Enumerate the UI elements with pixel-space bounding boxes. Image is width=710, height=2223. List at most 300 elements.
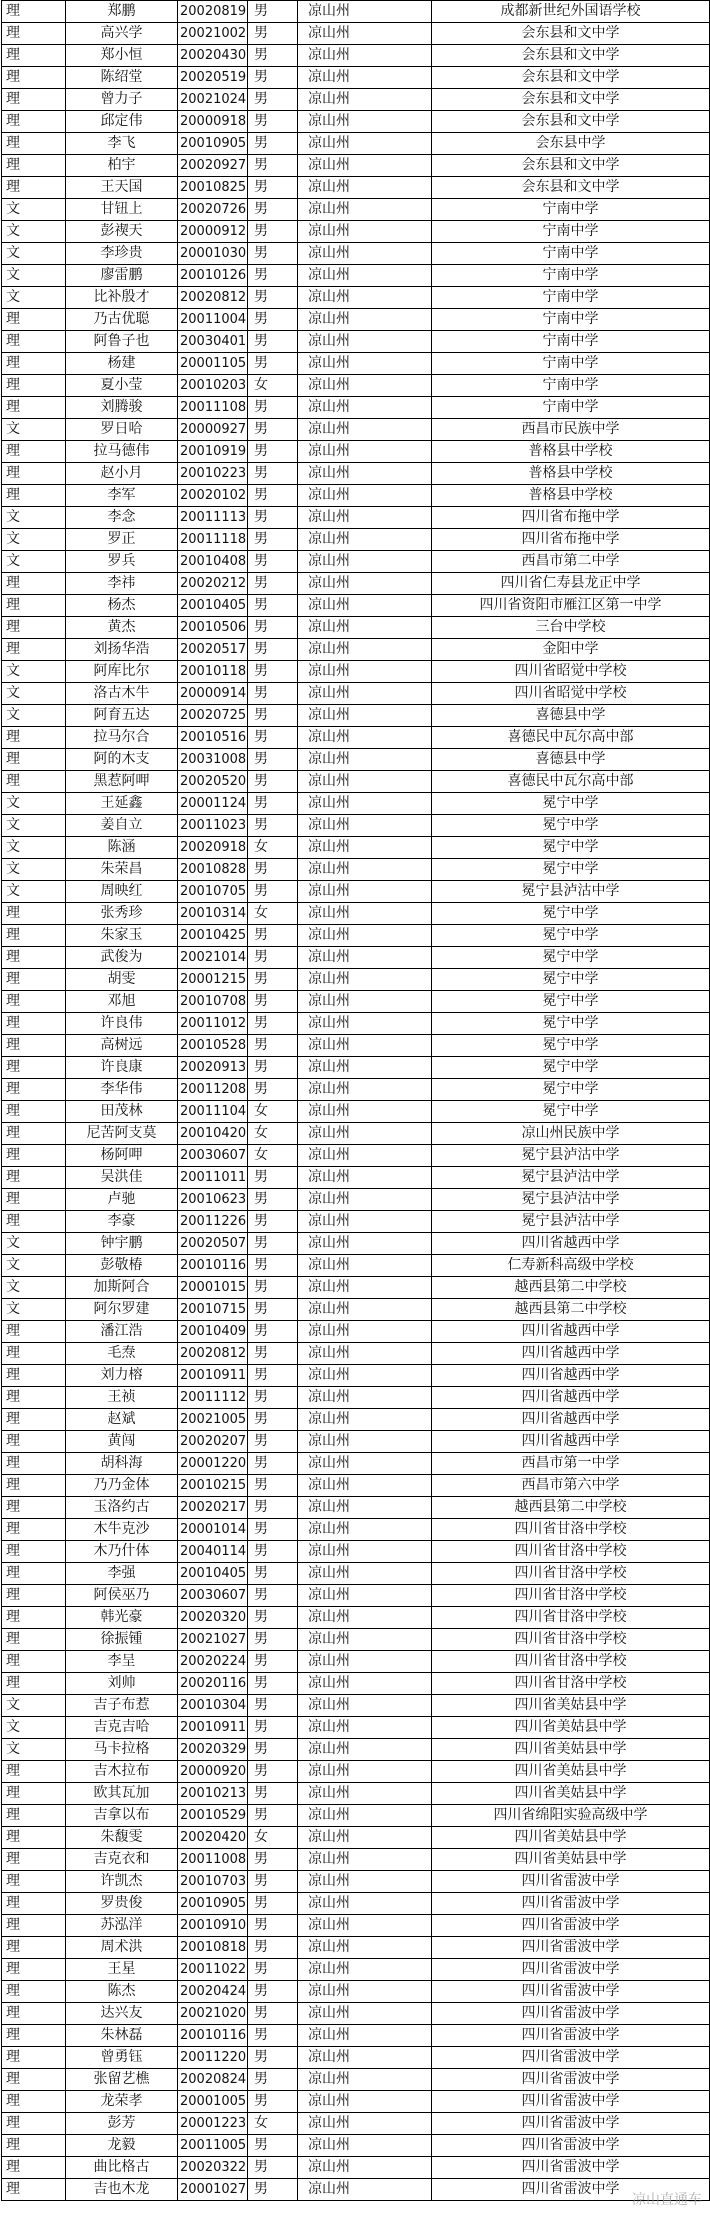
table-cell: 理 <box>2 1211 66 1233</box>
table-cell: 文 <box>2 287 66 309</box>
table-cell: 洛古木牛 <box>66 683 178 705</box>
table-cell: 比补殷才 <box>66 287 178 309</box>
table-cell: 20000912 <box>178 221 248 243</box>
table-cell: 凉山州 <box>298 1013 432 1035</box>
table-cell: 越西县第二中学校 <box>432 1497 710 1519</box>
table-cell: 20021024 <box>178 89 248 111</box>
table-cell: 邱定伟 <box>66 111 178 133</box>
table-cell: 男 <box>248 1805 298 1827</box>
table-cell: 男 <box>248 1321 298 1343</box>
table-cell: 阿育五达 <box>66 705 178 727</box>
table-cell: 20001124 <box>178 793 248 815</box>
table-cell: 陈杰 <box>66 1981 178 2003</box>
table-cell: 20020322 <box>178 2157 248 2179</box>
table-cell: 彭禊天 <box>66 221 178 243</box>
table-cell: 冕宁县泸沽中学 <box>432 1189 710 1211</box>
table-cell: 男 <box>248 2091 298 2113</box>
table-cell: 冕宁中学 <box>432 793 710 815</box>
table-cell: 理 <box>2 353 66 375</box>
table-cell: 吉也木龙 <box>66 2179 178 2201</box>
table-cell: 四川省美姑县中学 <box>432 1783 710 1805</box>
table-cell: 凉山州 <box>298 683 432 705</box>
table-cell: 四川省雷波中学 <box>432 2003 710 2025</box>
table-cell: 20010705 <box>178 881 248 903</box>
table-cell: 喜德民中瓦尔高中部 <box>432 727 710 749</box>
table-cell: 宁南中学 <box>432 309 710 331</box>
table-cell: 理 <box>2 1563 66 1585</box>
table-cell: 男 <box>248 1079 298 1101</box>
table-row <box>2 661 710 683</box>
table-cell: 西昌市第二中学 <box>432 551 710 573</box>
table-cell: 黑惹阿呷 <box>66 771 178 793</box>
table-cell: 男 <box>248 1013 298 1035</box>
table-cell: 理 <box>2 1805 66 1827</box>
table-cell: 刘力榕 <box>66 1365 178 1387</box>
table-cell: 阿的木支 <box>66 749 178 771</box>
table-cell: 20010506 <box>178 617 248 639</box>
table-cell: 会东县和文中学 <box>432 67 710 89</box>
table-cell: 男 <box>248 155 298 177</box>
table-cell: 凉山州 <box>298 67 432 89</box>
table-cell: 20020520 <box>178 771 248 793</box>
table-cell: 20001027 <box>178 2179 248 2201</box>
table-cell: 20010203 <box>178 375 248 397</box>
table-cell: 理 <box>2 2157 66 2179</box>
table-row <box>2 705 710 727</box>
table-cell: 20010425 <box>178 925 248 947</box>
table-cell: 四川省美姑县中学 <box>432 1695 710 1717</box>
table-row <box>2 1079 710 1101</box>
table-cell: 凉山州 <box>298 375 432 397</box>
table-cell: 凉山州 <box>298 1563 432 1585</box>
table-cell: 凉山州 <box>298 793 432 815</box>
table-row <box>2 485 710 507</box>
table-cell: 凉山州 <box>298 1365 432 1387</box>
table-cell: 理 <box>2 1849 66 1871</box>
table-cell: 理 <box>2 67 66 89</box>
table-cell: 凉山州 <box>298 1915 432 1937</box>
table-cell: 冕宁中学 <box>432 969 710 991</box>
table-cell: 文 <box>2 859 66 881</box>
table-cell: 女 <box>248 2113 298 2135</box>
table-cell: 凉山州 <box>298 1101 432 1123</box>
table-cell: 喜德县中学 <box>432 749 710 771</box>
table-cell: 凉山州 <box>298 45 432 67</box>
table-cell: 20020517 <box>178 639 248 661</box>
table-cell: 许凯杰 <box>66 1871 178 1893</box>
table-cell: 理 <box>2 1343 66 1365</box>
table-row <box>2 353 710 375</box>
table-cell: 凉山州 <box>298 1673 432 1695</box>
table-cell: 四川省雷波中学 <box>432 2113 710 2135</box>
table-cell: 男 <box>248 595 298 617</box>
table-cell: 20020812 <box>178 287 248 309</box>
table-cell: 理 <box>2 1189 66 1211</box>
table-cell: 凉山州 <box>298 309 432 331</box>
table-cell: 阿尔罗建 <box>66 1299 178 1321</box>
table-cell: 四川省越西中学 <box>432 1365 710 1387</box>
table-cell: 20011108 <box>178 397 248 419</box>
table-cell: 20020927 <box>178 155 248 177</box>
table-cell: 男 <box>248 925 298 947</box>
table-cell: 凉山州 <box>298 1607 432 1629</box>
table-cell: 20010905 <box>178 1893 248 1915</box>
table-row <box>2 1695 710 1717</box>
table-cell: 男 <box>248 661 298 683</box>
table-cell: 20010314 <box>178 903 248 925</box>
table-cell: 徐振锺 <box>66 1629 178 1651</box>
table-cell: 20011022 <box>178 1959 248 1981</box>
table-cell: 凉山州 <box>298 881 432 903</box>
table-cell: 冕宁县泸沽中学 <box>432 1211 710 1233</box>
table-cell: 凉山州 <box>298 1629 432 1651</box>
table-cell: 理 <box>2 133 66 155</box>
table-cell: 男 <box>248 1255 298 1277</box>
table-cell: 女 <box>248 1145 298 1167</box>
table-cell: 凉山州 <box>298 595 432 617</box>
table-cell: 凉山州 <box>298 221 432 243</box>
table-cell: 男 <box>248 1299 298 1321</box>
table-cell: 文 <box>2 683 66 705</box>
table-cell: 凉山州 <box>298 1519 432 1541</box>
table-cell: 文 <box>2 265 66 287</box>
table-row <box>2 793 710 815</box>
table-cell: 理 <box>2 727 66 749</box>
table-cell: 20001215 <box>178 969 248 991</box>
table-cell: 男 <box>248 749 298 771</box>
table-cell: 男 <box>248 617 298 639</box>
table-row <box>2 375 710 397</box>
table-cell: 20011113 <box>178 507 248 529</box>
table-cell: 文 <box>2 507 66 529</box>
table-cell: 三台中学校 <box>432 617 710 639</box>
table-cell: 理 <box>2 1101 66 1123</box>
table-row <box>2 925 710 947</box>
table-cell: 文 <box>2 1739 66 1761</box>
table-row <box>2 1233 710 1255</box>
table-row <box>2 1959 710 1981</box>
table-cell: 男 <box>248 309 298 331</box>
table-cell: 男 <box>248 1893 298 1915</box>
table-cell: 理 <box>2 441 66 463</box>
table-cell: 凉山州 <box>298 2135 432 2157</box>
table-cell: 四川省昭觉中学校 <box>432 683 710 705</box>
table-row <box>2 2025 710 2047</box>
table-cell: 20020430 <box>178 45 248 67</box>
table-cell: 凉山州 <box>298 265 432 287</box>
table-cell: 曾勇钰 <box>66 2047 178 2069</box>
table-cell: 凉山州 <box>298 1431 432 1453</box>
table-row <box>2 969 710 991</box>
table-cell: 20011005 <box>178 2135 248 2157</box>
table-cell: 男 <box>248 1387 298 1409</box>
table-cell: 赵斌 <box>66 1409 178 1431</box>
table-cell: 吉克衣和 <box>66 1849 178 1871</box>
table-cell: 女 <box>248 1101 298 1123</box>
table-cell: 男 <box>248 727 298 749</box>
table-cell: 文 <box>2 551 66 573</box>
table-cell: 四川省越西中学 <box>432 1409 710 1431</box>
table-cell: 凉山州 <box>298 419 432 441</box>
table-cell: 理 <box>2 1123 66 1145</box>
table-cell: 理 <box>2 617 66 639</box>
table-cell: 男 <box>248 485 298 507</box>
table-row <box>2 419 710 441</box>
table-cell: 凉山州 <box>298 1233 432 1255</box>
table-cell: 凉山州 <box>298 815 432 837</box>
table-cell: 彭芳 <box>66 2113 178 2135</box>
table-row <box>2 45 710 67</box>
table-cell: 龙毅 <box>66 2135 178 2157</box>
table-cell: 凉山州 <box>298 1255 432 1277</box>
table-cell: 胡雯 <box>66 969 178 991</box>
table-row <box>2 2003 710 2025</box>
table-cell: 凉山州 <box>298 1035 432 1057</box>
table-cell: 赵小月 <box>66 463 178 485</box>
table-cell: 男 <box>248 1519 298 1541</box>
table-cell: 20010409 <box>178 1321 248 1343</box>
table-cell: 男 <box>248 2179 298 2201</box>
table-cell: 文 <box>2 793 66 815</box>
table-cell: 冕宁中学 <box>432 947 710 969</box>
table-cell: 男 <box>248 1 298 23</box>
table-cell: 20011104 <box>178 1101 248 1123</box>
table-cell: 四川省布拖中学 <box>432 507 710 529</box>
table-row <box>2 1365 710 1387</box>
table-cell: 四川省布拖中学 <box>432 529 710 551</box>
table-row <box>2 1893 710 1915</box>
table-cell: 男 <box>248 639 298 661</box>
table-cell: 20010126 <box>178 265 248 287</box>
table-cell: 凉山州 <box>298 1871 432 1893</box>
table-cell: 凉山州 <box>298 2179 432 2201</box>
table-cell: 20030607 <box>178 1145 248 1167</box>
table-cell: 罗贵俊 <box>66 1893 178 1915</box>
table-cell: 张秀珍 <box>66 903 178 925</box>
table-cell: 李呈 <box>66 1651 178 1673</box>
table-cell: 20011012 <box>178 1013 248 1035</box>
table-cell: 王星 <box>66 1959 178 1981</box>
table-cell: 西昌市民族中学 <box>432 419 710 441</box>
table-row <box>2 1651 710 1673</box>
table-cell: 女 <box>248 375 298 397</box>
table-cell: 男 <box>248 1431 298 1453</box>
table-cell: 男 <box>248 551 298 573</box>
table-cell: 男 <box>248 463 298 485</box>
table-cell: 刘腾骏 <box>66 397 178 419</box>
table-cell: 男 <box>248 1651 298 1673</box>
table-cell: 王延鑫 <box>66 793 178 815</box>
table-cell: 周术洪 <box>66 1937 178 1959</box>
table-cell: 理 <box>2 2069 66 2091</box>
table-cell: 20011208 <box>178 1079 248 1101</box>
table-cell: 罗日哈 <box>66 419 178 441</box>
table-cell: 四川省资阳市雁江区第一中学 <box>432 595 710 617</box>
table-cell: 理 <box>2 2091 66 2113</box>
table-cell: 陈涵 <box>66 837 178 859</box>
table-cell: 男 <box>248 1849 298 1871</box>
table-cell: 理 <box>2 397 66 419</box>
table-cell: 理 <box>2 1607 66 1629</box>
table-cell: 凉山州 <box>298 1717 432 1739</box>
table-cell: 凉山州 <box>298 507 432 529</box>
table-cell: 20020320 <box>178 1607 248 1629</box>
table-cell: 刘扬华浩 <box>66 639 178 661</box>
table-row <box>2 1827 710 1849</box>
table-cell: 越西县第二中学校 <box>432 1277 710 1299</box>
table-cell: 男 <box>248 859 298 881</box>
table-row <box>2 441 710 463</box>
table-cell: 会东县和文中学 <box>432 89 710 111</box>
table-row <box>2 309 710 331</box>
table-cell: 曾力子 <box>66 89 178 111</box>
table-cell: 男 <box>248 529 298 551</box>
table-cell: 李珍贵 <box>66 243 178 265</box>
table-row <box>2 463 710 485</box>
table-cell: 四川省雷波中学 <box>432 1871 710 1893</box>
table-cell: 理 <box>2 2025 66 2047</box>
table-row <box>2 1321 710 1343</box>
table-cell: 文 <box>2 1277 66 1299</box>
table-cell: 20010708 <box>178 991 248 1013</box>
table-cell: 男 <box>248 1365 298 1387</box>
table-row <box>2 1563 710 1585</box>
table-cell: 理 <box>2 89 66 111</box>
table-cell: 男 <box>248 1717 298 1739</box>
table-cell: 李强 <box>66 1563 178 1585</box>
table-cell: 夏小莹 <box>66 375 178 397</box>
table-cell: 周映红 <box>66 881 178 903</box>
table-cell: 凉山州 <box>298 2003 432 2025</box>
table-cell: 文 <box>2 1233 66 1255</box>
table-cell: 凉山州 <box>298 1783 432 1805</box>
table-cell: 四川省甘洛中学校 <box>432 1607 710 1629</box>
table-cell: 男 <box>248 2135 298 2157</box>
table-cell: 武俊为 <box>66 947 178 969</box>
table-cell: 普格县中学校 <box>432 441 710 463</box>
table-cell: 男 <box>248 1915 298 1937</box>
table-cell: 乃乃金体 <box>66 1475 178 1497</box>
table-cell: 吉拿以布 <box>66 1805 178 1827</box>
table-cell: 玉洛约古 <box>66 1497 178 1519</box>
table-cell: 凉山州 <box>298 111 432 133</box>
table-cell: 凉山州 <box>298 353 432 375</box>
table-row <box>2 881 710 903</box>
table-row <box>2 617 710 639</box>
table-cell: 理 <box>2 1651 66 1673</box>
table-row <box>2 573 710 595</box>
table-row <box>2 859 710 881</box>
table-row <box>2 903 710 925</box>
table-cell: 理 <box>2 2179 66 2201</box>
table-cell: 罗正 <box>66 529 178 551</box>
table-cell: 四川省美姑县中学 <box>432 1761 710 1783</box>
table-cell: 会东县中学 <box>432 133 710 155</box>
table-cell: 20010405 <box>178 595 248 617</box>
table-cell: 20020519 <box>178 67 248 89</box>
table-cell: 四川省绵阳实验高级中学 <box>432 1805 710 1827</box>
table-cell: 四川省雷波中学 <box>432 2135 710 2157</box>
table-cell: 宁南中学 <box>432 265 710 287</box>
table-cell: 20011226 <box>178 1211 248 1233</box>
table-cell: 四川省美姑县中学 <box>432 1827 710 1849</box>
table-row <box>2 1739 710 1761</box>
table-cell: 四川省美姑县中学 <box>432 1849 710 1871</box>
student-list-table <box>1 0 710 2201</box>
table-cell: 凉山州 <box>298 1651 432 1673</box>
table-cell: 20030607 <box>178 1585 248 1607</box>
table-cell: 文 <box>2 529 66 551</box>
table-cell: 理 <box>2 1937 66 1959</box>
table-cell: 男 <box>248 287 298 309</box>
table-cell: 男 <box>248 1585 298 1607</box>
table-row <box>2 1541 710 1563</box>
table-cell: 四川省越西中学 <box>432 1343 710 1365</box>
table-cell: 凉山州 <box>298 243 432 265</box>
table-cell: 四川省甘洛中学校 <box>432 1541 710 1563</box>
table-row <box>2 815 710 837</box>
table-cell: 男 <box>248 1189 298 1211</box>
table-row <box>2 1629 710 1651</box>
table-cell: 宁南中学 <box>432 199 710 221</box>
table-cell: 田茂林 <box>66 1101 178 1123</box>
table-row <box>2 23 710 45</box>
table-cell: 文 <box>2 815 66 837</box>
table-row <box>2 1387 710 1409</box>
table-cell: 理 <box>2 1079 66 1101</box>
table-cell: 凉山州 <box>298 463 432 485</box>
table-cell: 理 <box>2 1497 66 1519</box>
table-cell: 凉山州 <box>298 1299 432 1321</box>
table-cell: 陈绍堂 <box>66 67 178 89</box>
table-cell: 李飞 <box>66 133 178 155</box>
table-cell: 男 <box>248 1497 298 1519</box>
table-cell: 马卡拉格 <box>66 1739 178 1761</box>
table-cell: 理 <box>2 23 66 45</box>
table-cell: 吉克吉哈 <box>66 1717 178 1739</box>
table-cell: 男 <box>248 947 298 969</box>
table-cell: 四川省美姑县中学 <box>432 1717 710 1739</box>
table-row <box>2 1937 710 1959</box>
table-cell: 凉山州 <box>298 1695 432 1717</box>
table-row <box>2 67 710 89</box>
table-cell: 20001105 <box>178 353 248 375</box>
table-cell: 男 <box>248 507 298 529</box>
table-cell: 男 <box>248 199 298 221</box>
table-cell: 男 <box>248 771 298 793</box>
table-cell: 凉山州 <box>298 1189 432 1211</box>
table-cell: 冕宁中学 <box>432 859 710 881</box>
table-cell: 四川省雷波中学 <box>432 1937 710 1959</box>
table-cell: 冕宁县泸沽中学 <box>432 1145 710 1167</box>
table-cell: 杨杰 <box>66 595 178 617</box>
table-cell: 理 <box>2 1893 66 1915</box>
table-cell: 20020224 <box>178 1651 248 1673</box>
table-cell: 男 <box>248 331 298 353</box>
table-cell: 20000927 <box>178 419 248 441</box>
table-cell: 理 <box>2 2047 66 2069</box>
table-cell: 女 <box>248 837 298 859</box>
table-cell: 冕宁中学 <box>432 815 710 837</box>
table-cell: 男 <box>248 353 298 375</box>
table-cell: 理 <box>2 1673 66 1695</box>
table-row <box>2 2135 710 2157</box>
table-cell: 20011112 <box>178 1387 248 1409</box>
table-cell: 文 <box>2 221 66 243</box>
table-cell: 20020424 <box>178 1981 248 2003</box>
table-cell: 理 <box>2 2113 66 2135</box>
table-cell: 女 <box>248 1123 298 1145</box>
